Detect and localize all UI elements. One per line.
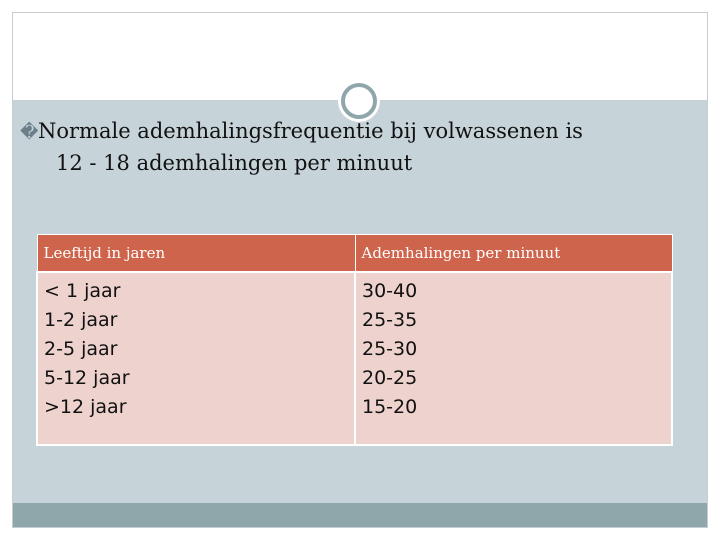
ring-icon bbox=[341, 83, 377, 119]
footer-bar bbox=[13, 503, 707, 527]
age-cell bbox=[37, 272, 355, 445]
age-value: 5-12 jaar bbox=[44, 367, 130, 389]
header-rate: Ademhalingen per minuut bbox=[355, 235, 672, 273]
age-value: < 1 jaar bbox=[44, 280, 121, 302]
age-value: 2-5 jaar bbox=[44, 338, 118, 360]
respiration-table bbox=[36, 234, 673, 446]
rate-value: 25-30 bbox=[362, 338, 418, 360]
age-value: 1-2 jaar bbox=[44, 309, 118, 331]
rate-value: 15-20 bbox=[362, 396, 418, 418]
age-value: >12 jaar bbox=[44, 396, 127, 418]
rate-value: 30-40 bbox=[362, 280, 418, 302]
table-header-row bbox=[37, 235, 672, 273]
rate-value: 20-25 bbox=[362, 367, 418, 389]
table-row bbox=[37, 272, 672, 445]
bullet-icon: � bbox=[20, 122, 39, 143]
bullet-line-1: Normale ademhalingsfrequentie bij volwassenen is bbox=[38, 119, 583, 143]
rate-cell bbox=[355, 272, 672, 445]
bullet-line-2: 12 - 18 ademhalingen per minuut bbox=[56, 151, 413, 175]
bullet-text bbox=[20, 116, 680, 178]
rate-value: 25-35 bbox=[362, 309, 418, 331]
header-age: Leeftijd in jaren bbox=[37, 235, 355, 273]
